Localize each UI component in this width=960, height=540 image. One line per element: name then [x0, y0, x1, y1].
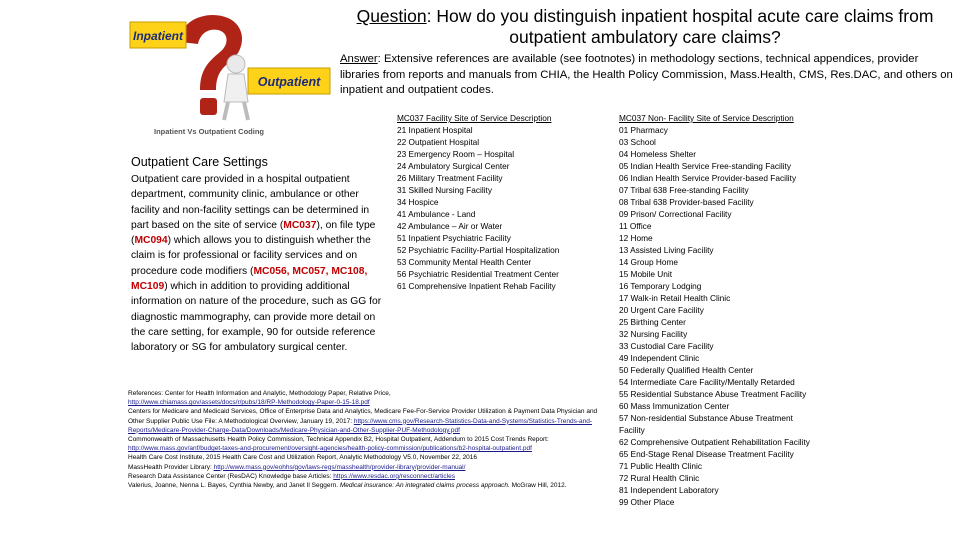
- reference-item: Valerius, Joanne, Nenna L. Bayes, Cynthia Newby, and Janet Il Seggern. Medical insurance: An integrated claims process approach. McGraw Hill, 2012.: [128, 482, 567, 490]
- question-text: : How do you distinguish inpatient hospital acute care claims from outpatient ambulatory care claims?: [426, 6, 934, 47]
- nonfacility-list-item: 16 Temporary Lodging: [619, 281, 702, 291]
- settings-text-2: ), on file type (: [131, 219, 376, 247]
- nonfacility-list-item: 09 Prison/ Correctional Facility: [619, 209, 732, 219]
- reference-link[interactable]: http://www.mass.gov/eohhs/gov/laws-regs/masshealth/provider-library/provider-manual/: [213, 463, 466, 471]
- facility-list-item: 22 Outpatient Hospital: [397, 137, 480, 147]
- facility-list-item: 51 Inpatient Psychiatric Facility: [397, 233, 511, 243]
- nonfacility-list-item: 32 Nursing Facility: [619, 329, 688, 339]
- nonfacility-list-item: 57 Non-residential Substance Abuse Treatment Facility: [619, 413, 793, 435]
- nonfacility-site-list: [619, 112, 819, 508]
- nonfacility-list-header: MC037 Non- Facility Site of Service Description: [619, 113, 794, 123]
- nonfacility-list-item: 04 Homeless Shelter: [619, 149, 697, 159]
- site-of-service-code: MC037: [283, 219, 317, 231]
- settings-text-4: ) which in addition to providing additional information on nature of the procedure, such as GG for diagnostic mammography, can provide more detail on the care setting, for example, 90 for outside reference laboratory or SG for ambulatory surgical center.: [131, 281, 382, 354]
- inpatient-sign: [130, 22, 186, 48]
- facility-list-item: 41 Ambulance - Land: [397, 209, 476, 219]
- nonfacility-list-item: 99 Other Place: [619, 497, 675, 507]
- nonfacility-list-item: 55 Residential Substance Abuse Treatment Facility: [619, 389, 807, 399]
- file-type-code: MC094: [134, 235, 168, 247]
- facility-list-item: 23 Emergency Room – Hospital: [397, 149, 515, 159]
- reference-item: Research Data Assistance Center (ResDAC) Knowledge base Articles: https://www.resdac.org/resconnect/articles: [128, 472, 455, 480]
- question-heading: [340, 6, 950, 48]
- nonfacility-list-item: 65 End-Stage Renal Disease Treatment Facility: [619, 449, 794, 459]
- reference-item: MassHealth Provider Library: http://www.mass.gov/eohhs/gov/laws-regs/masshealth/provider-library/provider-manual/: [128, 463, 466, 471]
- outpatient-sign-text: Outpatient: [257, 75, 321, 89]
- nonfacility-list-item: 33 Custodial Care Facility: [619, 341, 714, 351]
- reference-link[interactable]: https://www.resdac.org/resconnect/articles: [333, 472, 455, 480]
- nonfacility-list-item: 11 Office: [619, 221, 652, 231]
- nonfacility-list-item: 05 Indian Health Service Free-standing Facility: [619, 161, 792, 171]
- facility-list-item: 53 Community Mental Health Center: [397, 257, 532, 267]
- references: [128, 389, 600, 490]
- facility-list-item: 21 Inpatient Hospital: [397, 125, 473, 135]
- outpatient-sign: [248, 68, 330, 94]
- reference-item: Centers for Medicare and Medicaid Services, Office of Enterprise Data and Analytics, Medicare Fee-For-Service Provider Utilization & Payment Data Physician and Other Supplier Public Use File: A Methodological Overview, January 19, 2017: https://www.cms.gov/Research-Statistics-Data-and-Systems/Statistics-Trends-and-Reports/Medicare-Provider-Charge-Data/Downloads/Medicare-Physician-and-Other-Supplier-PUF-Methodology.pdf: [128, 408, 598, 434]
- reference-link[interactable]: https://www.cms.gov/Research-Statistics-Data-and-Systems/Statistics-Trends-and-Reports/Medicare-Provider-Charge-Data/Downloads/Medicare-Physician-and-Other-Supplier-PUF-Methodology.pdf: [128, 417, 592, 434]
- nonfacility-list-item: 15 Mobile Unit: [619, 269, 673, 279]
- settings-body: [131, 172, 385, 356]
- answer-label: Answer: [340, 53, 378, 65]
- facility-list-item: 61 Comprehensive Inpatient Rehab Facility: [397, 281, 556, 291]
- nonfacility-list-item: 60 Mass Immunization Center: [619, 401, 730, 411]
- settings-text-1: Outpatient care provided in a hospital outpatient department, community clinic, ambulance or other facility and non-facility settings can be determined in part based on the site of service (: [131, 174, 370, 231]
- answer-text: : Extensive references are available (see footnotes) in methodology sections, technical appendices, provider libraries from reports and manuals from CHIA, the Health Policy Commission, Mass.Health, CMS, Res.DAC, and others on inpatient and outpatient codes.: [340, 53, 953, 96]
- image-caption: Inpatient Vs Outpatient Coding: [154, 127, 264, 136]
- facility-site-list: [397, 112, 597, 292]
- nonfacility-list-item: 07 Tribal 638 Free-standing Facility: [619, 185, 749, 195]
- inpatient-sign-text: Inpatient: [133, 29, 183, 43]
- facility-list-item: 24 Ambulatory Surgical Center: [397, 161, 510, 171]
- facility-list-item: 52 Psychiatric Facility-Partial Hospitalization: [397, 245, 560, 255]
- settings-text-3: ) which allows you to distinguish whether the claim is for professional or facility services and on procedure code modifiers (: [131, 235, 371, 277]
- facility-list-item: 34 Hospice: [397, 197, 439, 207]
- nonfacility-list-item: 14 Group Home: [619, 257, 679, 267]
- facility-list-header: MC037 Facility Site of Service Description: [397, 113, 552, 123]
- nonfacility-list-item: 08 Tribal 638 Provider-based Facility: [619, 197, 754, 207]
- nonfacility-list-item: 12 Home: [619, 233, 653, 243]
- facility-items: [397, 124, 597, 292]
- nonfacility-items: [619, 124, 819, 508]
- person-figure-icon: [224, 55, 248, 120]
- nonfacility-list-item: 49 Independent Clinic: [619, 353, 700, 363]
- facility-list-item: 31 Skilled Nursing Facility: [397, 185, 492, 195]
- facility-list-item: 56 Psychiatric Residential Treatment Center: [397, 269, 559, 279]
- nonfacility-list-item: 20 Urgent Care Facility: [619, 305, 704, 315]
- nonfacility-list-item: 62 Comprehensive Outpatient Rehabilitation Facility: [619, 437, 810, 447]
- nonfacility-list-item: 01 Pharmacy: [619, 125, 668, 135]
- nonfacility-list-item: 17 Walk-in Retail Health Clinic: [619, 293, 731, 303]
- facility-list-item: 26 Military Treatment Facility: [397, 173, 503, 183]
- reference-item: Health Care Cost Institute, 2015 Health Care Cost and Utilization Report, Analytic Methodology V5.0, November 22, 2016: [128, 454, 478, 462]
- nonfacility-list-item: 72 Rural Health Clinic: [619, 473, 700, 483]
- modifier-codes: MC056, MC057, MC108, MC109: [131, 265, 368, 293]
- question-label: Question: [356, 6, 427, 26]
- nonfacility-list-item: 25 Birthing Center: [619, 317, 686, 327]
- answer-paragraph: [340, 52, 955, 99]
- nonfacility-list-item: 13 Assisted Living Facility: [619, 245, 714, 255]
- inpatient-outpatient-clipart: [128, 4, 334, 142]
- nonfacility-list-item: 71 Public Health Clinic: [619, 461, 703, 471]
- reference-item: References: Center for Health Information and Analytic, Methodology Paper, Relative Price,: [128, 390, 391, 397]
- reference-link[interactable]: http://www.mass.gov/anf/budget-taxes-and-procurement/oversight-agencies/health-policy-commission/publications/b2-hospital-outpatient.pdf: [128, 445, 532, 453]
- nonfacility-list-item: 81 Independent Laboratory: [619, 485, 719, 495]
- settings-title: Outpatient Care Settings: [131, 155, 268, 169]
- nonfacility-list-item: 50 Federally Qualified Health Center: [619, 365, 754, 375]
- nonfacility-list-item: 03 School: [619, 137, 656, 147]
- reference-link[interactable]: http://www.chiamass.gov/assets/docs/r/pubs/18/RP-Methodology-Paper-0-15-18.pdf: [128, 399, 370, 407]
- reference-item: Commonwealth of Massachusetts Health Policy Commission, Technical Appendix B2, Hospital Outpatient, Addendum to 2015 Cost Trends Report: http://www.mass.gov/anf/budget-taxes-and-procurement/oversight-agencies/health-policy-commission/publications/b2-hospital-outpatient.pdf: [128, 436, 549, 453]
- facility-list-item: 42 Ambulance – Air or Water: [397, 221, 503, 231]
- nonfacility-list-item: 06 Indian Health Service Provider-based Facility: [619, 173, 797, 183]
- nonfacility-list-item: 54 Intermediate Care Facility/Mentally Retarded: [619, 377, 795, 387]
